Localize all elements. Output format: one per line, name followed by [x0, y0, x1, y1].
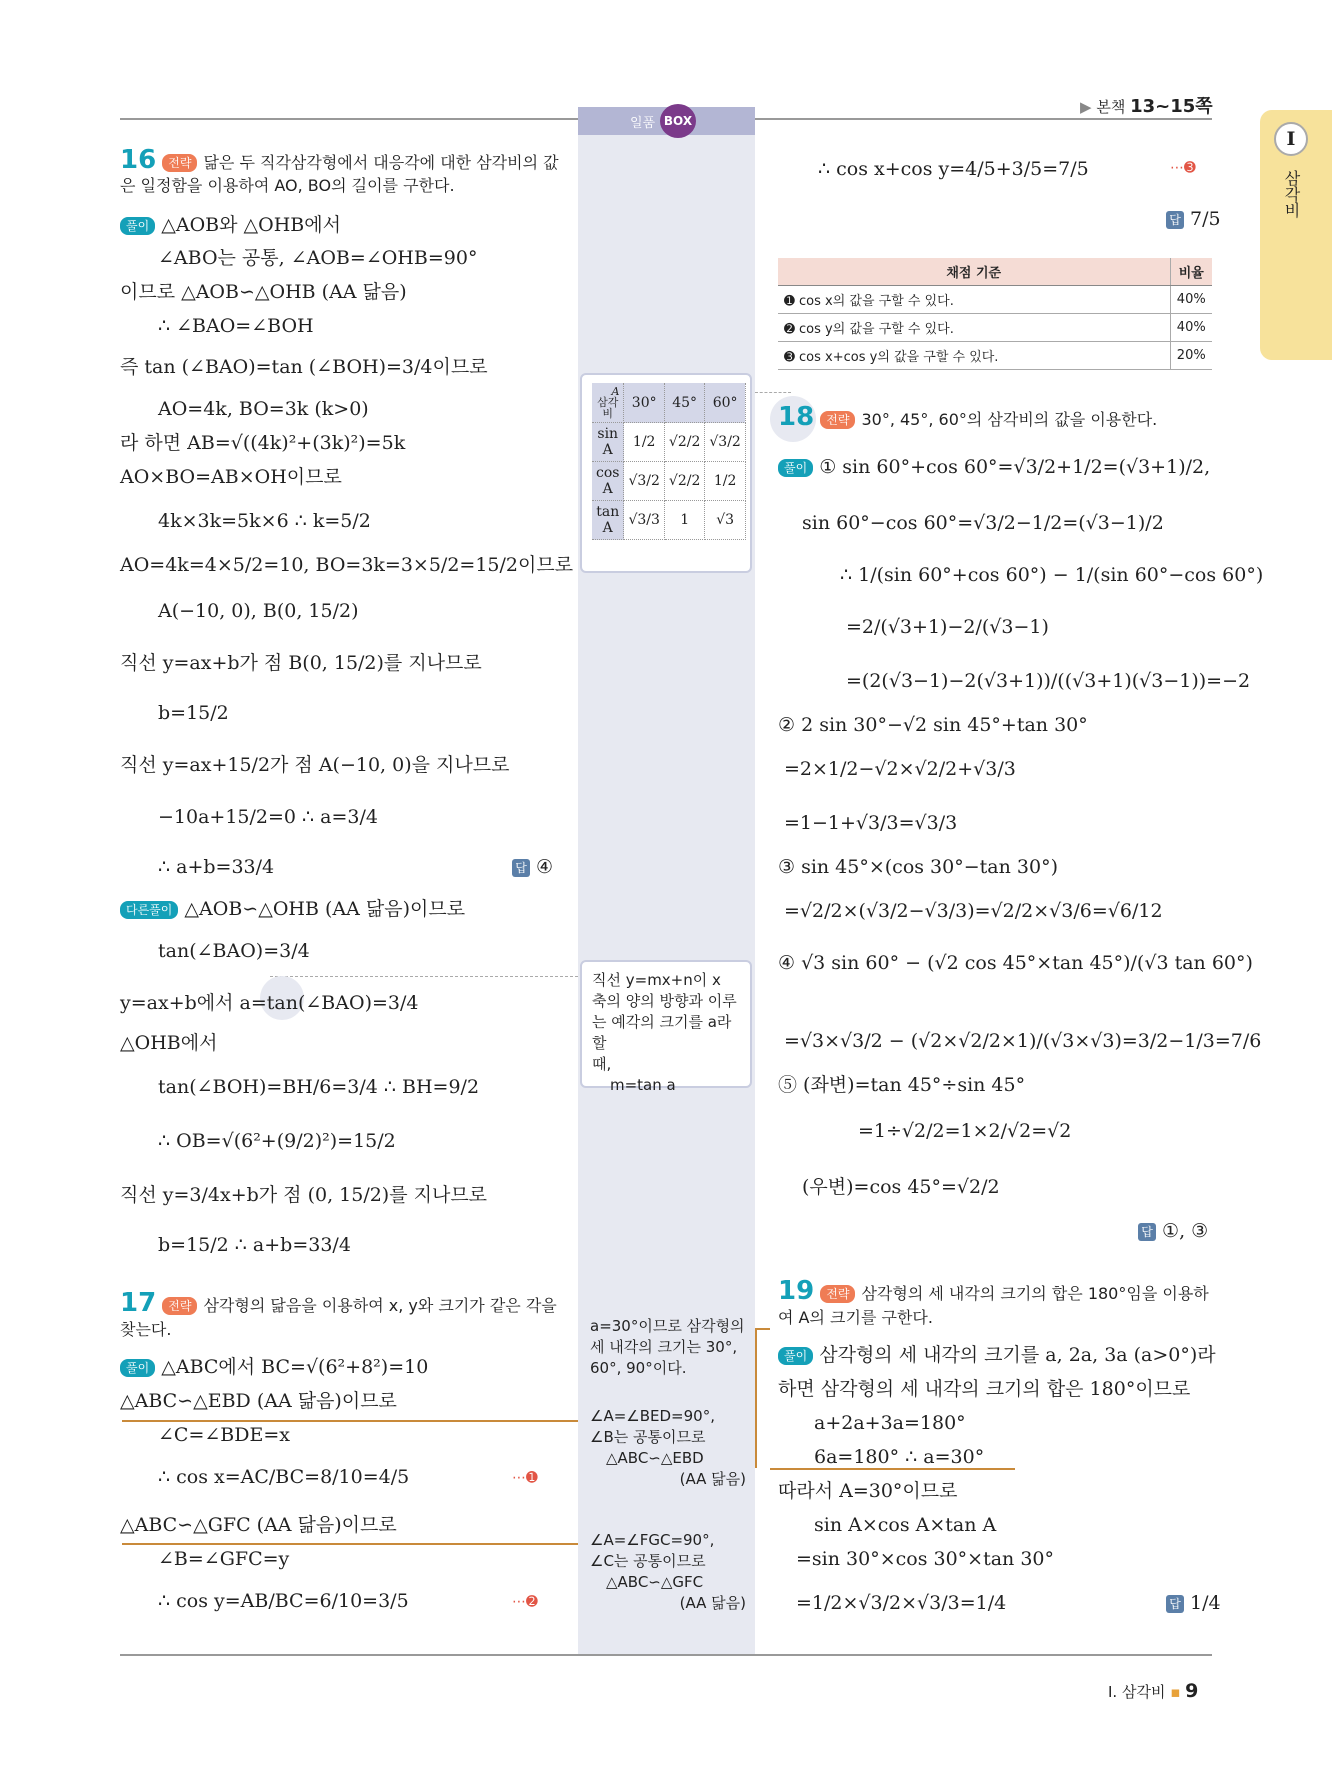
slope-note-box: 직선 y=mx+n이 x 축의 양의 방향과 이루 는 예각의 크기를 a라 할 때, m=tan a [580, 960, 752, 1088]
dashed-connector [755, 392, 791, 393]
problem-18-header: 18 전략 30°, 45°, 60°의 삼각비의 값을 이용한다. [778, 402, 1158, 432]
page-number: 9 [1185, 1680, 1199, 1702]
angle-note: a=30°이므로 삼각형의 세 내각의 크기는 30°, 60°, 90°이다. [590, 1317, 745, 1377]
table-row: sin A 1/2 √2/2 √3/2 [592, 423, 745, 462]
table-row: ➊ cos x의 값을 구할 수 있다. 40% [778, 286, 1212, 314]
step-mark-3: ⋯➌ [1170, 160, 1196, 176]
p17-solution: 풀이 △ABC에서 BC=√(6²+8²)=10 [120, 1356, 428, 1379]
chevron-right-icon: ▶ [1080, 98, 1092, 116]
footer-chapter: I. 삼각비 [1108, 1683, 1166, 1701]
problem-17-header: 17 전략 삼각형의 닮음을 이용하여 x, y와 크기가 같은 각을 [120, 1288, 557, 1318]
table-row: tan A √3/3 1 √3 [592, 501, 745, 540]
grading-table: 채점 기준 비율 ➊ cos x의 값을 구할 수 있다. 40% ➋ cos y의 값을 구할 수 있다. 40% ➌ cos x+cos y의 값을 구할 수 있다. 20% [778, 258, 1212, 370]
box-tab: 일품 BOX [578, 107, 755, 135]
table-row: ➌ cos x+cos y의 값을 구할 수 있다. 20% [778, 342, 1212, 370]
trig-value-table: A 삼각비 30° 45° 60° sin A 1/2 √2/2 √3/2 cos A √3/2 √2/2 1/2 tan A √3/3 1 √3 [592, 383, 746, 540]
p17-answer: 답 7/5 [1166, 208, 1221, 231]
gfc-note: ∠A=∠FGC=90°, ∠C는 공통이므로 △ABC∽△GFC (AA 닮음) [590, 1531, 746, 1612]
table-row: ➋ cos y의 값을 구할 수 있다. 40% [778, 314, 1212, 342]
p19-answer: 답 1/4 [1166, 1592, 1221, 1615]
step-mark-1: ⋯➊ [512, 1470, 538, 1486]
problem-19-header: 19 전략 삼각형의 세 내각의 크기의 합은 180°임을 이용하 [778, 1276, 1209, 1306]
dashed-connector [270, 976, 578, 977]
p16-solution: 풀이 △AOB와 △OHB에서 [120, 214, 341, 237]
chapter-side-tab[interactable] [1260, 110, 1332, 360]
p18-solution: 풀이 ① sin 60°+cos 60°=√3/2+1/2=(√3+1)/2, [778, 456, 1210, 479]
p16-alt-solution: 다른풀이 △AOB∽△OHB (AA 닮음)이므로 [120, 898, 465, 921]
p19-solution: 풀이 삼각형의 세 내각의 크기를 a, 2a, 3a (a>0°)라 [778, 1344, 1216, 1367]
step-mark-2: ⋯➋ [512, 1594, 538, 1610]
p18-answer: 답 ①, ③ [1138, 1220, 1208, 1243]
table-row: cos A √3/2 √2/2 1/2 [592, 462, 745, 501]
connector-line [755, 1328, 770, 1468]
chapter-label: 삼각비 [1282, 170, 1301, 218]
box-badge: BOX [660, 104, 696, 138]
trig-table-box [580, 373, 752, 573]
footer-rule [120, 1654, 1212, 1656]
problem-16-header: 16 전략 닮은 두 직각삼각형에서 대응각에 대한 삼각비의 값 [120, 145, 559, 175]
chapter-roman: I [1274, 122, 1308, 156]
p16-answer: 답 ④ [512, 856, 553, 879]
connector-line [122, 1420, 578, 1422]
page-reference: ▶ 본책 13~15쪽 [1080, 96, 1213, 117]
footer: I. 삼각비 ▪ 9 [1108, 1680, 1199, 1702]
connector-line [122, 1543, 578, 1545]
ebd-note: ∠A=∠BED=90°, ∠B는 공통이므로 △ABC∽△EBD (AA 닮음) [590, 1407, 746, 1488]
